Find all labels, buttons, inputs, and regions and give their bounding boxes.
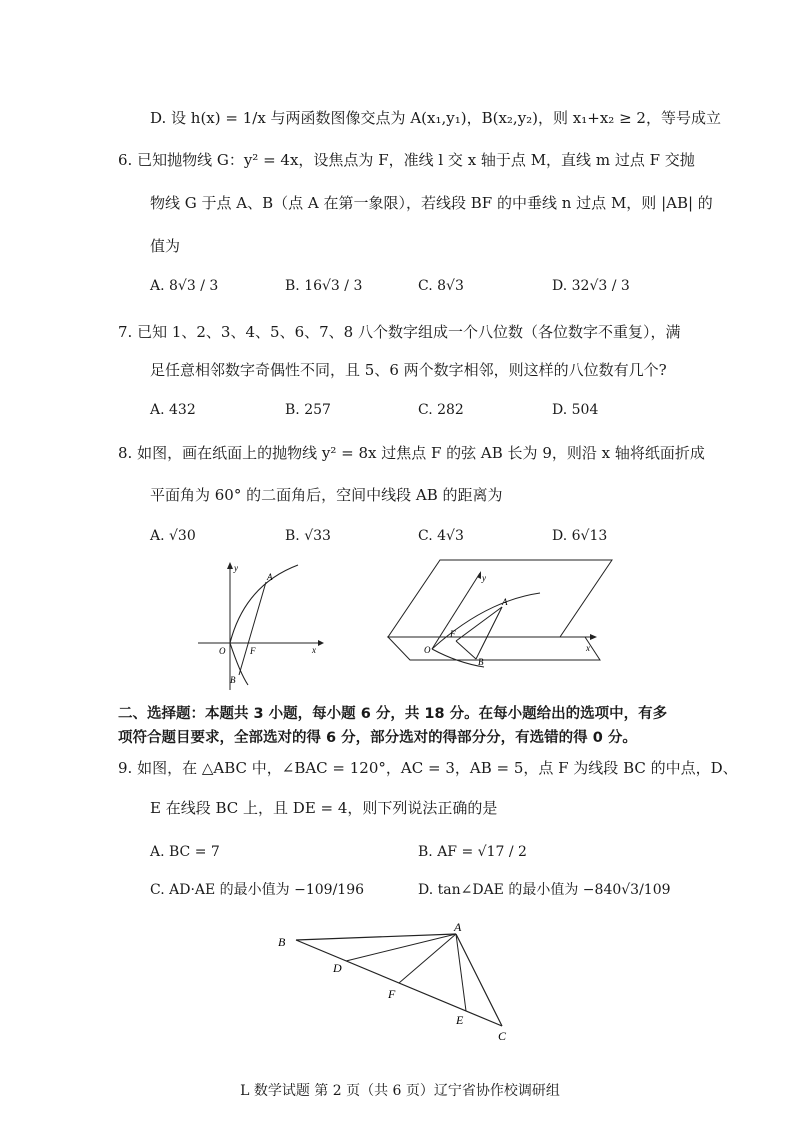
q8-option-c: C. 4√3 [418, 528, 464, 544]
q6-stem-line2: 物线 G 于点 A、B（点 A 在第一象限），若线段 BF 的中垂线 n 过点 M，则 |AB| 的 [150, 194, 713, 212]
parabola-curve [230, 565, 298, 685]
q8-option-b: B. √33 [285, 528, 331, 544]
origin-label: O [219, 646, 226, 656]
lower-plane [388, 637, 600, 660]
section2-heading-line2: 项符合题目要求，全部选对的得 6 分，部分选对的得部分分，有选错的得 0 分。 [118, 730, 637, 746]
q6-option-d: D. 32√3 / 3 [552, 278, 630, 294]
q9-stem-line1: 9. 如图，在 △ABC 中，∠BAC = 120°，AC = 3，AB = 5，点 F 为线段 BC 的中点，D、 [118, 759, 738, 777]
segment-fb [456, 641, 476, 659]
y-axis-label: y [482, 573, 486, 583]
point-d-label: D [333, 961, 342, 975]
q7-stem-line1: 7. 已知 1、2、3、4、5、6、7、8 八个数字组成一个八位数（各位数字不重复），满 [118, 323, 681, 341]
point-b-label: B [478, 657, 484, 667]
vertex-c-label: C [498, 1029, 507, 1043]
q9-triangle-figure [270, 920, 530, 1054]
y-axis-label: y [234, 563, 238, 573]
x-axis-arrow [318, 640, 324, 646]
q7-stem-line2: 足任意相邻数字奇偶性不同，且 5、6 两个数字相邻，则这样的八位数有几个? [150, 361, 667, 379]
helper-segment [480, 607, 502, 651]
q9-stem-line2: E 在线段 BC 上，且 DE = 4，则下列说法正确的是 [150, 799, 498, 817]
upper-plane [388, 560, 612, 637]
vertex-b-label: B [278, 935, 286, 949]
tilted-y-axis [432, 573, 480, 649]
q9-option-c: C. AD·AE 的最小值为 −109/196 [150, 882, 365, 898]
q8-stem-line1: 8. 如图，画在纸面上的抛物线 y² = 8x 过焦点 F 的弦 AB 长为 9，则沿 x 轴将纸面折成 [118, 444, 705, 462]
q9-option-a: A. BC = 7 [150, 844, 220, 860]
point-e-label: E [456, 1013, 464, 1027]
q7-option-c: C. 282 [418, 402, 464, 418]
q6-stem-line3: 值为 [150, 237, 181, 255]
focus-label: F [450, 629, 456, 639]
page-footer: L 数学试题 第 2 页（共 6 页）辽宁省协作校调研组 [240, 1083, 560, 1099]
q6-option-c: C. 8√3 [418, 278, 464, 294]
x-axis-label: x [586, 643, 590, 653]
point-a-label: A [502, 597, 508, 607]
focus-label: F [250, 646, 256, 656]
upper-parabola-branch [432, 593, 540, 649]
origin-label: O [424, 645, 431, 655]
point-a-label: A [267, 572, 273, 582]
segment-ba [296, 934, 456, 940]
q8-parabola-figure [190, 555, 330, 699]
q5-option-d: D. 设 h(x) = 1/x 与两函数图像交点为 A(x₁,y₁)，B(x₂,y₂)，则 x₁+x₂ ≥ 2，等号成立 [150, 109, 721, 127]
point-f-label: F [388, 987, 396, 1001]
segment-ae [456, 934, 466, 1011]
focal-chord [239, 582, 266, 675]
vertex-a-label: A [454, 920, 462, 934]
fold-x-axis-arrow [590, 634, 597, 640]
q8-folded-plane-figure [380, 555, 620, 689]
q6-option-a: A. 8√3 / 3 [150, 278, 219, 294]
q8-option-d: D. 6√13 [552, 528, 608, 544]
q7-option-a: A. 432 [150, 402, 196, 418]
y-axis-arrow [227, 562, 233, 569]
q7-option-d: D. 504 [552, 402, 599, 418]
section2-heading-line1: 二、选择题：本题共 3 小题，每小题 6 分，共 18 分。在每小题给出的选项中，有多 [118, 706, 668, 722]
point-b-label: B [230, 675, 236, 685]
q9-option-b: B. AF = √17 / 2 [418, 844, 527, 860]
q9-option-d: D. tan∠DAE 的最小值为 −840√3/109 [418, 882, 671, 898]
x-axis-label: x [312, 645, 316, 655]
q8-stem-line2: 平面角为 60° 的二面角后，空间中线段 AB 的距离为 [150, 486, 503, 504]
tilted-y-axis-arrow [477, 571, 481, 579]
q6-stem-line1: 6. 已知抛物线 G：y² = 4x，设焦点为 F，准线 l 交 x 轴于点 M，直线 m 过点 F 交抛 [118, 151, 695, 169]
q7-option-b: B. 257 [285, 402, 331, 418]
q6-option-b: B. 16√3 / 3 [285, 278, 363, 294]
q8-option-a: A. √30 [150, 528, 196, 544]
